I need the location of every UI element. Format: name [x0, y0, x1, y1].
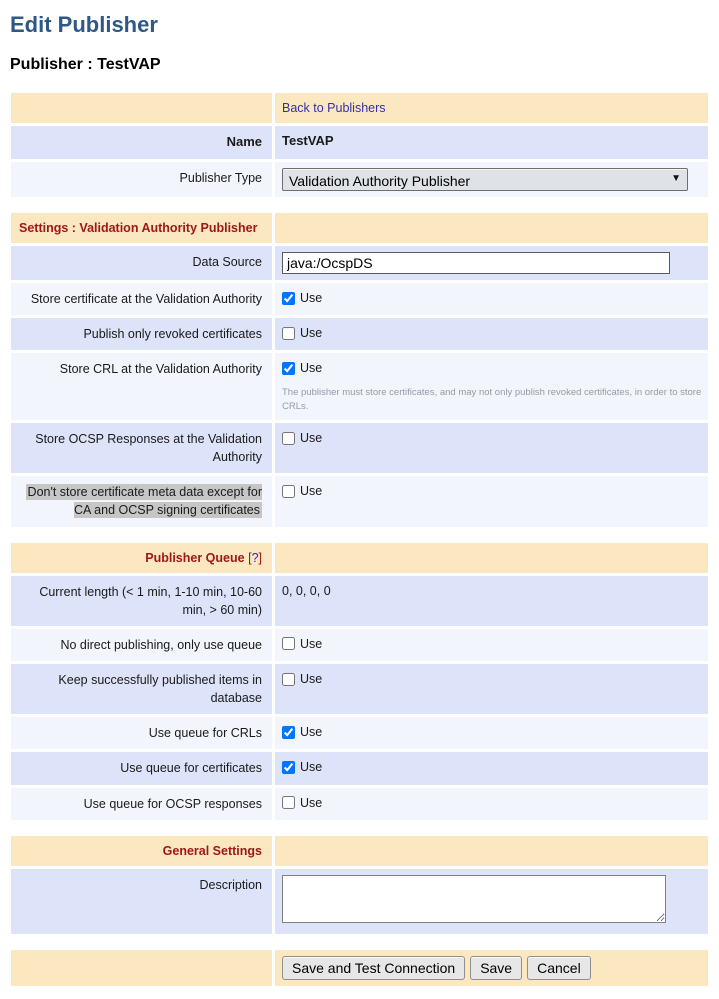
header-spacer-cell — [275, 543, 708, 573]
name-label: Name — [11, 126, 272, 159]
use-label: Use — [300, 484, 323, 499]
back-to-publishers-link[interactable]: Back to Publishers — [282, 101, 386, 115]
header-spacer-cell — [11, 93, 272, 123]
current-length-label: Current length (< 1 min, 1-10 min, 10-60 min, > 60 min) — [11, 576, 272, 626]
table-row — [11, 836, 708, 866]
store-certificate-checkbox[interactable] — [282, 292, 295, 305]
publisher-type-label: Publisher Type — [11, 162, 272, 197]
row-label: Keep successfully published items in database — [11, 664, 272, 714]
store-crl-note: The publisher must store certificates, and may not only publish revoked certificates, in order to store CRLs. — [282, 387, 702, 413]
row-label: Use queue for OCSP responses — [11, 788, 272, 820]
table-row — [11, 869, 708, 934]
table-row — [11, 93, 708, 123]
table-row — [11, 246, 708, 280]
row-label: Store certificate at the Validation Authority — [11, 283, 272, 315]
current-length-value: 0, 0, 0, 0 — [275, 576, 708, 626]
use-checkbox-row[interactable] — [282, 670, 702, 688]
cancel-button[interactable]: Cancel — [527, 956, 591, 980]
publisher-type-selected-value: Validation Authority Publisher — [289, 172, 471, 189]
general-settings-table — [8, 833, 711, 937]
save-and-test-connection-button[interactable]: Save and Test Connection — [282, 956, 465, 980]
header-spacer-cell — [275, 213, 708, 243]
queue-section-title: Publisher Queue — [145, 550, 245, 565]
use-checkbox-row[interactable] — [282, 758, 702, 776]
use-label: Use — [300, 361, 323, 376]
header-link-cell — [275, 93, 708, 123]
table-row — [11, 126, 708, 159]
data-source-input[interactable] — [282, 252, 670, 274]
help-bracket-close: ] — [258, 550, 262, 565]
general-section-title: General Settings — [11, 836, 272, 866]
page-title: Edit Publisher — [10, 12, 158, 37]
table-row — [11, 950, 708, 986]
use-queue-ocsp-checkbox[interactable] — [282, 796, 295, 809]
use-label: Use — [300, 291, 323, 306]
queue-help-link[interactable]: ? — [251, 550, 259, 565]
save-button[interactable]: Save — [470, 956, 522, 980]
page — [0, 12, 719, 989]
store-crl-checkbox[interactable] — [282, 362, 295, 375]
description-textarea[interactable] — [282, 875, 666, 923]
keep-published-items-checkbox[interactable] — [282, 673, 295, 686]
highlighted-label-text: Don't store certificate meta data except for CA and OCSP signing certificates — [27, 485, 262, 518]
footer-table — [8, 947, 711, 989]
use-checkbox-row[interactable] — [282, 723, 702, 741]
table-row — [11, 213, 708, 243]
use-checkbox-row[interactable] — [282, 429, 702, 447]
use-checkbox-row[interactable] — [282, 794, 702, 812]
settings-table — [8, 210, 711, 530]
use-label: Use — [300, 636, 323, 651]
table-row — [11, 664, 708, 714]
publisher-queue-table — [8, 540, 711, 823]
use-queue-certificates-checkbox[interactable] — [282, 761, 295, 774]
table-row — [11, 717, 708, 749]
table-row — [11, 629, 708, 661]
publish-only-revoked-checkbox[interactable] — [282, 327, 295, 340]
use-label: Use — [300, 431, 323, 445]
publisher-subtitle: Publisher : TestVAP — [10, 56, 161, 73]
footer-spacer-cell — [11, 950, 272, 986]
name-value: TestVAP — [275, 126, 708, 159]
row-label — [11, 476, 272, 526]
row-label: Use queue for certificates — [11, 752, 272, 784]
use-checkbox-row[interactable] — [282, 359, 702, 377]
use-label: Use — [300, 326, 323, 341]
use-queue-crls-checkbox[interactable] — [282, 726, 295, 739]
help-bracket-open: [ — [248, 550, 252, 565]
data-source-label: Data Source — [11, 246, 272, 280]
use-label: Use — [300, 795, 323, 810]
table-row — [11, 752, 708, 784]
settings-section-title: Settings : Validation Authority Publisher — [11, 213, 272, 243]
use-checkbox-row[interactable] — [282, 482, 702, 500]
row-label: Store CRL at the Validation Authority — [11, 353, 272, 420]
table-row — [11, 318, 708, 350]
header-spacer-cell — [275, 836, 708, 866]
use-label: Use — [300, 760, 323, 775]
publisher-type-select[interactable] — [282, 168, 688, 191]
footer-buttons-cell — [275, 950, 708, 986]
dont-store-meta-data-checkbox[interactable] — [282, 485, 295, 498]
row-label: Use queue for CRLs — [11, 717, 272, 749]
row-label: No direct publishing, only use queue — [11, 629, 272, 661]
table-row — [11, 423, 708, 473]
row-label: Publish only revoked certificates — [11, 318, 272, 350]
description-label: Description — [11, 869, 272, 934]
use-checkbox-row[interactable] — [282, 324, 702, 342]
table-row — [11, 283, 708, 315]
publisher-top-table — [8, 90, 711, 200]
table-row — [11, 476, 708, 526]
row-label: Store OCSP Responses at the Validation Authority — [11, 423, 272, 473]
store-ocsp-responses-checkbox[interactable] — [282, 432, 295, 445]
dropdown-arrow-icon: ▼ — [671, 172, 681, 184]
use-label: Use — [300, 725, 323, 740]
queue-section-header — [11, 543, 272, 573]
use-checkbox-row[interactable] — [282, 635, 702, 653]
table-row — [11, 788, 708, 820]
use-checkbox-row[interactable] — [282, 289, 702, 307]
table-row — [11, 162, 708, 197]
table-row — [11, 353, 708, 420]
use-label: Use — [300, 672, 323, 686]
no-direct-publishing-checkbox[interactable] — [282, 637, 295, 650]
table-row — [11, 576, 708, 626]
table-row — [11, 543, 708, 573]
